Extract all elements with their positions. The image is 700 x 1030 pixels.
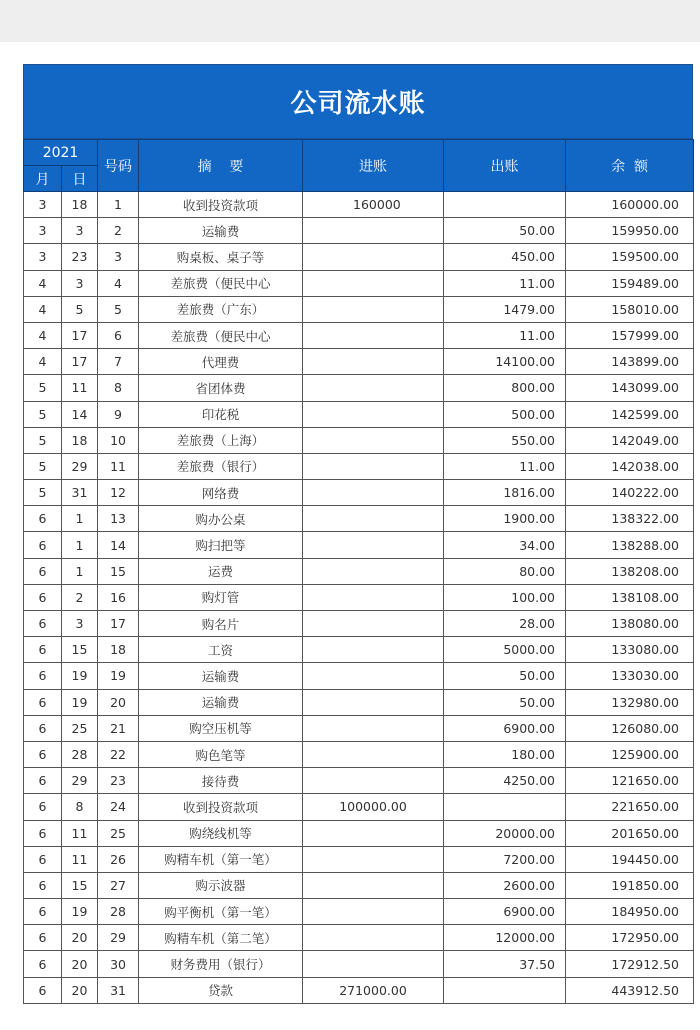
month-cell: 6 — [24, 925, 62, 951]
balance-cell: 142049.00 — [566, 427, 694, 453]
expense-cell — [444, 977, 566, 1003]
number-cell: 31 — [98, 977, 139, 1003]
number-cell: 18 — [98, 637, 139, 663]
expense-header: 出账 — [444, 140, 566, 192]
day-cell: 3 — [62, 218, 98, 244]
table-row — [24, 453, 694, 479]
expense-cell: 1479.00 — [444, 296, 566, 322]
summary-cell: 差旅费（银行） — [139, 453, 303, 479]
day-cell: 11 — [62, 375, 98, 401]
expense-cell: 20000.00 — [444, 820, 566, 846]
day-header: 日 — [62, 166, 98, 192]
month-cell: 6 — [24, 872, 62, 898]
summary-cell: 接待费 — [139, 768, 303, 794]
number-cell: 5 — [98, 296, 139, 322]
summary-cell: 运费 — [139, 558, 303, 584]
expense-cell: 450.00 — [444, 244, 566, 270]
balance-cell: 125900.00 — [566, 741, 694, 767]
income-cell — [303, 741, 444, 767]
summary-cell: 购示波器 — [139, 872, 303, 898]
table-row — [24, 480, 694, 506]
balance-cell: 157999.00 — [566, 322, 694, 348]
month-cell: 6 — [24, 820, 62, 846]
summary-cell: 购精车机（第二笔） — [139, 925, 303, 951]
year-header: 2021 — [24, 140, 98, 166]
number-cell: 22 — [98, 741, 139, 767]
expense-cell: 550.00 — [444, 427, 566, 453]
month-cell: 6 — [24, 506, 62, 532]
expense-cell — [444, 794, 566, 820]
month-cell: 6 — [24, 951, 62, 977]
income-cell — [303, 532, 444, 558]
day-cell: 18 — [62, 427, 98, 453]
expense-cell: 1900.00 — [444, 506, 566, 532]
balance-cell: 172950.00 — [566, 925, 694, 951]
expense-cell: 6900.00 — [444, 715, 566, 741]
balance-cell: 191850.00 — [566, 872, 694, 898]
income-cell — [303, 951, 444, 977]
expense-cell: 80.00 — [444, 558, 566, 584]
day-cell: 20 — [62, 925, 98, 951]
number-cell: 28 — [98, 899, 139, 925]
table-row — [24, 977, 694, 1003]
ledger-title: 公司流水账 — [23, 64, 693, 139]
summary-cell: 贷款 — [139, 977, 303, 1003]
month-cell: 5 — [24, 427, 62, 453]
income-cell: 100000.00 — [303, 794, 444, 820]
income-cell — [303, 296, 444, 322]
expense-cell: 180.00 — [444, 741, 566, 767]
month-cell: 6 — [24, 663, 62, 689]
table-row — [24, 689, 694, 715]
number-cell: 16 — [98, 584, 139, 610]
income-cell — [303, 427, 444, 453]
balance-cell: 159489.00 — [566, 270, 694, 296]
number-cell: 29 — [98, 925, 139, 951]
number-cell: 24 — [98, 794, 139, 820]
balance-cell: 126080.00 — [566, 715, 694, 741]
month-cell: 3 — [24, 192, 62, 218]
expense-cell: 28.00 — [444, 611, 566, 637]
balance-cell: 132980.00 — [566, 689, 694, 715]
table-row — [24, 322, 694, 348]
summary-cell: 购桌板、桌子等 — [139, 244, 303, 270]
table-row — [24, 192, 694, 218]
number-cell: 14 — [98, 532, 139, 558]
number-cell: 11 — [98, 453, 139, 479]
number-cell: 21 — [98, 715, 139, 741]
summary-cell: 网络费 — [139, 480, 303, 506]
balance-cell: 138080.00 — [566, 611, 694, 637]
income-cell — [303, 899, 444, 925]
table-row — [24, 768, 694, 794]
expense-cell: 11.00 — [444, 270, 566, 296]
expense-cell: 50.00 — [444, 689, 566, 715]
summary-cell: 收到投资款项 — [139, 794, 303, 820]
table-row — [24, 741, 694, 767]
summary-cell: 差旅费（广东） — [139, 296, 303, 322]
balance-cell: 184950.00 — [566, 899, 694, 925]
income-cell: 271000.00 — [303, 977, 444, 1003]
day-cell: 15 — [62, 637, 98, 663]
number-cell: 8 — [98, 375, 139, 401]
balance-cell: 159950.00 — [566, 218, 694, 244]
day-cell: 17 — [62, 349, 98, 375]
income-cell — [303, 453, 444, 479]
month-cell: 6 — [24, 977, 62, 1003]
summary-cell: 购精车机（第一笔） — [139, 846, 303, 872]
month-cell: 4 — [24, 349, 62, 375]
summary-cell: 购名片 — [139, 611, 303, 637]
number-cell: 19 — [98, 663, 139, 689]
table-row — [24, 270, 694, 296]
expense-cell: 1816.00 — [444, 480, 566, 506]
table-row — [24, 820, 694, 846]
month-cell: 6 — [24, 899, 62, 925]
day-cell: 17 — [62, 322, 98, 348]
expense-cell: 100.00 — [444, 584, 566, 610]
expense-cell: 6900.00 — [444, 899, 566, 925]
table-row — [24, 296, 694, 322]
summary-cell: 印花税 — [139, 401, 303, 427]
expense-cell: 4250.00 — [444, 768, 566, 794]
month-cell: 6 — [24, 637, 62, 663]
top-background-band — [0, 0, 700, 42]
summary-cell: 购灯管 — [139, 584, 303, 610]
summary-cell: 运输费 — [139, 689, 303, 715]
month-cell: 4 — [24, 296, 62, 322]
balance-cell: 142599.00 — [566, 401, 694, 427]
expense-cell: 12000.00 — [444, 925, 566, 951]
income-cell — [303, 715, 444, 741]
income-cell — [303, 872, 444, 898]
day-cell: 19 — [62, 899, 98, 925]
day-cell: 1 — [62, 558, 98, 584]
month-cell: 5 — [24, 480, 62, 506]
day-cell: 1 — [62, 532, 98, 558]
expense-cell: 7200.00 — [444, 846, 566, 872]
income-cell — [303, 506, 444, 532]
month-cell: 6 — [24, 558, 62, 584]
day-cell: 29 — [62, 768, 98, 794]
expense-cell: 11.00 — [444, 322, 566, 348]
balance-cell: 143899.00 — [566, 349, 694, 375]
table-row — [24, 925, 694, 951]
balance-cell: 160000.00 — [566, 192, 694, 218]
day-cell: 5 — [62, 296, 98, 322]
ledger-sheet — [23, 64, 693, 1004]
expense-cell: 37.50 — [444, 951, 566, 977]
day-cell: 19 — [62, 689, 98, 715]
number-cell: 10 — [98, 427, 139, 453]
number-cell: 17 — [98, 611, 139, 637]
balance-header: 余 额 — [566, 140, 694, 192]
balance-cell: 172912.50 — [566, 951, 694, 977]
summary-cell: 购色笔等 — [139, 741, 303, 767]
month-cell: 3 — [24, 218, 62, 244]
table-row — [24, 611, 694, 637]
income-cell: 160000 — [303, 192, 444, 218]
summary-cell: 运输费 — [139, 663, 303, 689]
income-cell — [303, 820, 444, 846]
income-cell — [303, 689, 444, 715]
month-cell: 4 — [24, 322, 62, 348]
table-row — [24, 558, 694, 584]
expense-cell: 800.00 — [444, 375, 566, 401]
day-cell: 23 — [62, 244, 98, 270]
summary-cell: 购办公桌 — [139, 506, 303, 532]
table-row — [24, 951, 694, 977]
table-row — [24, 244, 694, 270]
day-cell: 3 — [62, 611, 98, 637]
table-row — [24, 349, 694, 375]
summary-cell: 购扫把等 — [139, 532, 303, 558]
income-cell — [303, 401, 444, 427]
balance-cell: 138322.00 — [566, 506, 694, 532]
number-header: 号码 — [98, 140, 139, 192]
day-cell: 14 — [62, 401, 98, 427]
number-cell: 23 — [98, 768, 139, 794]
balance-cell: 133030.00 — [566, 663, 694, 689]
month-cell: 3 — [24, 244, 62, 270]
summary-cell: 代理费 — [139, 349, 303, 375]
month-cell: 6 — [24, 689, 62, 715]
month-header: 月 — [24, 166, 62, 192]
income-cell — [303, 584, 444, 610]
summary-cell: 差旅费（便民中心 — [139, 322, 303, 348]
summary-cell: 省团体费 — [139, 375, 303, 401]
income-cell — [303, 349, 444, 375]
summary-cell: 差旅费（上海） — [139, 427, 303, 453]
expense-cell: 500.00 — [444, 401, 566, 427]
balance-cell: 143099.00 — [566, 375, 694, 401]
income-cell — [303, 218, 444, 244]
table-row — [24, 637, 694, 663]
expense-cell: 5000.00 — [444, 637, 566, 663]
table-row — [24, 532, 694, 558]
balance-cell: 140222.00 — [566, 480, 694, 506]
expense-cell: 34.00 — [444, 532, 566, 558]
balance-cell: 221650.00 — [566, 794, 694, 820]
balance-cell: 138108.00 — [566, 584, 694, 610]
table-row — [24, 401, 694, 427]
day-cell: 29 — [62, 453, 98, 479]
balance-cell: 443912.50 — [566, 977, 694, 1003]
day-cell: 11 — [62, 820, 98, 846]
table-row — [24, 218, 694, 244]
month-cell: 5 — [24, 401, 62, 427]
table-row — [24, 663, 694, 689]
month-cell: 6 — [24, 584, 62, 610]
balance-cell: 138288.00 — [566, 532, 694, 558]
balance-cell: 159500.00 — [566, 244, 694, 270]
number-cell: 3 — [98, 244, 139, 270]
balance-cell: 142038.00 — [566, 453, 694, 479]
table-row — [24, 872, 694, 898]
number-cell: 25 — [98, 820, 139, 846]
summary-cell: 购空压机等 — [139, 715, 303, 741]
expense-cell — [444, 192, 566, 218]
summary-cell: 购绕线机等 — [139, 820, 303, 846]
day-cell: 8 — [62, 794, 98, 820]
table-row — [24, 846, 694, 872]
table-row — [24, 899, 694, 925]
summary-cell: 收到投资款项 — [139, 192, 303, 218]
day-cell: 3 — [62, 270, 98, 296]
number-cell: 20 — [98, 689, 139, 715]
income-cell — [303, 925, 444, 951]
balance-cell: 201650.00 — [566, 820, 694, 846]
number-cell: 2 — [98, 218, 139, 244]
summary-cell: 工资 — [139, 637, 303, 663]
day-cell: 28 — [62, 741, 98, 767]
month-cell: 5 — [24, 453, 62, 479]
ledger-body — [24, 192, 694, 1004]
month-cell: 6 — [24, 611, 62, 637]
expense-cell: 2600.00 — [444, 872, 566, 898]
day-cell: 15 — [62, 872, 98, 898]
summary-cell: 财务费用（银行） — [139, 951, 303, 977]
day-cell: 2 — [62, 584, 98, 610]
number-cell: 1 — [98, 192, 139, 218]
number-cell: 9 — [98, 401, 139, 427]
income-header: 进账 — [303, 140, 444, 192]
day-cell: 11 — [62, 846, 98, 872]
table-row — [24, 427, 694, 453]
balance-cell: 138208.00 — [566, 558, 694, 584]
day-cell: 18 — [62, 192, 98, 218]
income-cell — [303, 663, 444, 689]
income-cell — [303, 375, 444, 401]
summary-cell: 运输费 — [139, 218, 303, 244]
income-cell — [303, 846, 444, 872]
summary-cell: 差旅费（便民中心 — [139, 270, 303, 296]
expense-cell: 11.00 — [444, 453, 566, 479]
expense-cell: 14100.00 — [444, 349, 566, 375]
month-cell: 4 — [24, 270, 62, 296]
summary-header: 摘 要 — [139, 140, 303, 192]
month-cell: 5 — [24, 375, 62, 401]
day-cell: 19 — [62, 663, 98, 689]
expense-cell: 50.00 — [444, 218, 566, 244]
table-row — [24, 794, 694, 820]
income-cell — [303, 768, 444, 794]
number-cell: 6 — [98, 322, 139, 348]
number-cell: 27 — [98, 872, 139, 898]
income-cell — [303, 480, 444, 506]
month-cell: 6 — [24, 768, 62, 794]
balance-cell: 121650.00 — [566, 768, 694, 794]
income-cell — [303, 322, 444, 348]
summary-cell: 购平衡机（第一笔） — [139, 899, 303, 925]
day-cell: 1 — [62, 506, 98, 532]
number-cell: 13 — [98, 506, 139, 532]
ledger-table — [23, 139, 694, 1004]
month-cell: 6 — [24, 794, 62, 820]
balance-cell: 133080.00 — [566, 637, 694, 663]
income-cell — [303, 244, 444, 270]
income-cell — [303, 270, 444, 296]
number-cell: 12 — [98, 480, 139, 506]
income-cell — [303, 637, 444, 663]
ledger-header — [24, 140, 694, 192]
table-row — [24, 715, 694, 741]
number-cell: 26 — [98, 846, 139, 872]
month-cell: 6 — [24, 741, 62, 767]
day-cell: 20 — [62, 977, 98, 1003]
number-cell: 4 — [98, 270, 139, 296]
table-row — [24, 584, 694, 610]
table-row — [24, 506, 694, 532]
balance-cell: 158010.00 — [566, 296, 694, 322]
income-cell — [303, 558, 444, 584]
balance-cell: 194450.00 — [566, 846, 694, 872]
month-cell: 6 — [24, 846, 62, 872]
month-cell: 6 — [24, 532, 62, 558]
day-cell: 20 — [62, 951, 98, 977]
number-cell: 30 — [98, 951, 139, 977]
month-cell: 6 — [24, 715, 62, 741]
expense-cell: 50.00 — [444, 663, 566, 689]
day-cell: 31 — [62, 480, 98, 506]
income-cell — [303, 611, 444, 637]
number-cell: 15 — [98, 558, 139, 584]
table-row — [24, 375, 694, 401]
day-cell: 25 — [62, 715, 98, 741]
number-cell: 7 — [98, 349, 139, 375]
